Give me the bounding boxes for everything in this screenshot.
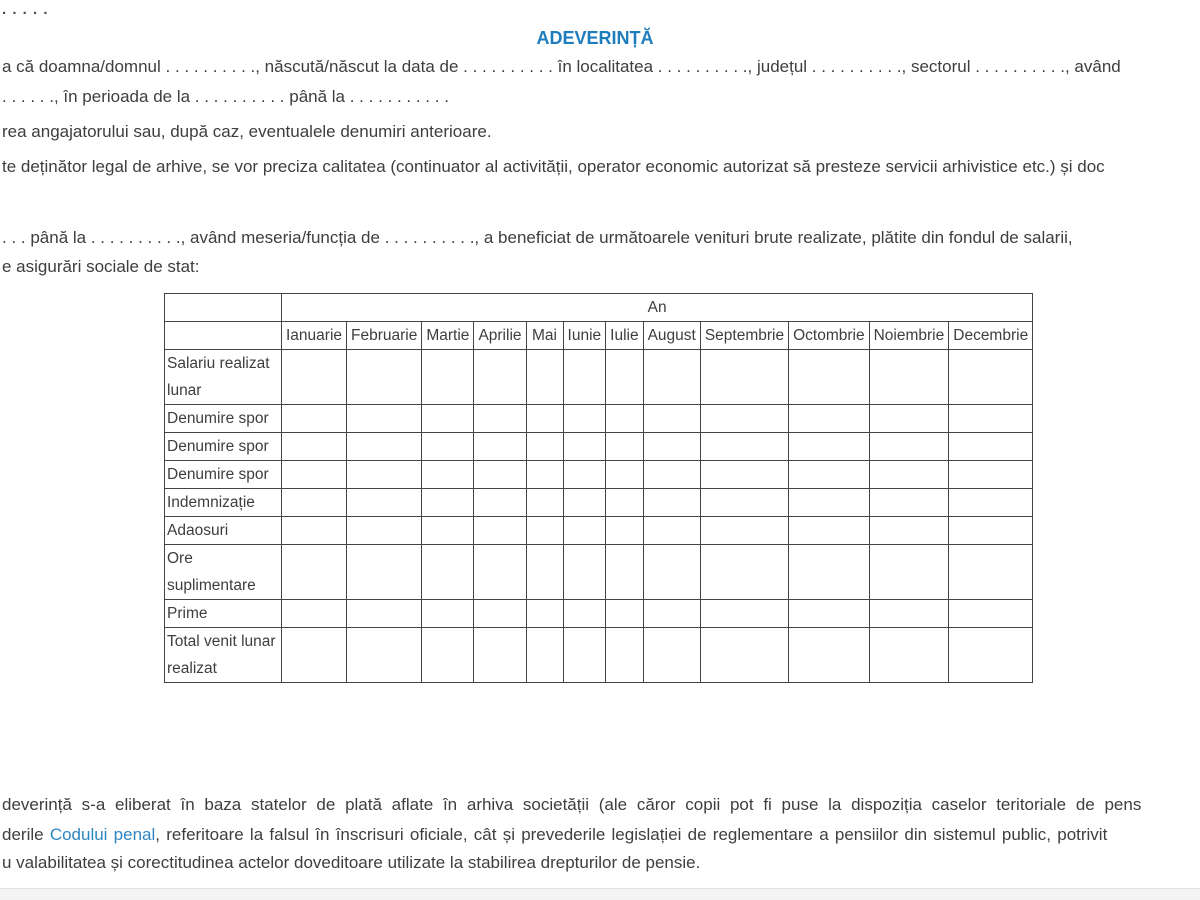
data-cell: [474, 545, 526, 600]
data-cell: [700, 461, 788, 489]
data-cell: [789, 461, 870, 489]
data-cell: [643, 628, 700, 683]
table-row: [165, 405, 1033, 433]
month-header: Aprilie: [474, 322, 526, 350]
data-cell: [347, 350, 422, 405]
data-cell: [282, 600, 347, 628]
data-cell: [526, 350, 563, 405]
data-cell: [643, 489, 700, 517]
data-cell: [347, 489, 422, 517]
month-header: Martie: [422, 322, 474, 350]
data-cell: [282, 350, 347, 405]
data-cell: [606, 433, 643, 461]
data-cell: [869, 405, 949, 433]
data-cell: [949, 350, 1033, 405]
data-cell: [700, 405, 788, 433]
data-cell: [949, 600, 1033, 628]
data-cell: [422, 433, 474, 461]
closing-line-1: deverință s-a eliberat în baza statelor de plată aflate în arhiva societății (ale căror copii pot fi puse la dispoziția caselor teritoriale de pens: [2, 795, 1142, 814]
data-cell: [422, 461, 474, 489]
data-cell: [422, 545, 474, 600]
data-cell: [563, 628, 606, 683]
data-cell: [789, 489, 870, 517]
table-row: [165, 350, 1033, 405]
table-row: [165, 545, 1033, 600]
data-cell: [606, 545, 643, 600]
table-row: [165, 489, 1033, 517]
month-header: Septembrie: [700, 322, 788, 350]
data-cell: [700, 517, 788, 545]
data-cell: [949, 405, 1033, 433]
data-cell: [789, 433, 870, 461]
data-cell: [869, 489, 949, 517]
data-cell: [422, 517, 474, 545]
data-cell: [606, 461, 643, 489]
data-cell: [347, 405, 422, 433]
closing-line-3: u valabilitatea și corectitudinea actelor doveditoare utilizate la stabilirea drepturilor de pensie.: [2, 853, 701, 872]
data-cell: [700, 489, 788, 517]
data-cell: [869, 628, 949, 683]
body-line-1: . . . până la . . . . . . . . . ., având meseria/funcția de . . . . . . . . . ., a beneficiat de următoarele venituri brute realizate, plătite din fondul de salarii,: [2, 228, 1073, 247]
data-cell: [474, 350, 526, 405]
table-row: [165, 628, 1033, 683]
month-header: Iulie: [606, 322, 643, 350]
data-cell: [789, 628, 870, 683]
closing-line-2-pre: derile: [2, 825, 50, 844]
data-cell: [789, 350, 870, 405]
data-cell: [526, 600, 563, 628]
data-cell: [700, 433, 788, 461]
month-header: Iunie: [563, 322, 606, 350]
data-cell: [422, 405, 474, 433]
data-cell: [563, 461, 606, 489]
table-corner-cell: [165, 294, 282, 322]
data-cell: [949, 545, 1033, 600]
data-cell: [563, 489, 606, 517]
data-cell: [474, 600, 526, 628]
data-cell: [869, 600, 949, 628]
data-cell: [789, 600, 870, 628]
data-cell: [700, 600, 788, 628]
data-cell: [282, 489, 347, 517]
data-cell: [606, 628, 643, 683]
data-cell: [282, 433, 347, 461]
data-cell: [526, 489, 563, 517]
data-cell: [474, 489, 526, 517]
intro-line-1: a că doamna/domnul . . . . . . . . . ., născută/născut la data de . . . . . . . . . . în localitatea . . . . . . . . . ., județul . . . . . . . . . ., sectorul . . . . . . . . . ., având: [2, 57, 1121, 76]
month-header: Mai: [526, 322, 563, 350]
data-cell: [563, 405, 606, 433]
data-cell: [347, 628, 422, 683]
data-cell: [474, 628, 526, 683]
data-cell: [563, 545, 606, 600]
data-cell: [347, 517, 422, 545]
data-cell: [474, 433, 526, 461]
data-cell: [949, 489, 1033, 517]
data-cell: [563, 600, 606, 628]
table-row: [165, 461, 1033, 489]
row-label: Denumire spor: [165, 405, 282, 433]
data-cell: [643, 517, 700, 545]
row-label: Indemnizație: [165, 489, 282, 517]
salary-table: [164, 293, 1033, 683]
month-header: Ianuarie: [282, 322, 347, 350]
table-blank-cell: [165, 322, 282, 350]
row-label: Total venit lunar realizat: [165, 628, 282, 683]
data-cell: [643, 545, 700, 600]
data-cell: [949, 517, 1033, 545]
data-cell: [422, 489, 474, 517]
table-year-row: [165, 294, 1033, 322]
intro-line-2: . . . . . ., în perioada de la . . . . . . . . . . până la . . . . . . . . . . .: [2, 87, 449, 106]
data-cell: [643, 350, 700, 405]
data-cell: [869, 545, 949, 600]
data-cell: [949, 628, 1033, 683]
top-dots: . . . . .: [2, 1, 49, 18]
data-cell: [282, 545, 347, 600]
data-cell: [347, 545, 422, 600]
row-label: Salariu realizat lunar: [165, 350, 282, 405]
data-cell: [643, 600, 700, 628]
data-cell: [606, 517, 643, 545]
data-cell: [422, 350, 474, 405]
data-cell: [606, 489, 643, 517]
data-cell: [282, 628, 347, 683]
data-cell: [526, 545, 563, 600]
table-row: [165, 433, 1033, 461]
month-header: Decembrie: [949, 322, 1033, 350]
data-cell: [474, 517, 526, 545]
data-cell: [949, 461, 1033, 489]
data-cell: [474, 405, 526, 433]
note-employer-name: rea angajatorului sau, după caz, eventualele denumiri anterioare.: [2, 122, 492, 141]
note-archive-holder: te deținător legal de arhive, se vor preciza calitatea (continuator al activității, operator economic autorizat să presteze servicii arhivistice etc.) și doc: [2, 157, 1105, 176]
data-cell: [347, 433, 422, 461]
data-cell: [526, 405, 563, 433]
data-cell: [422, 628, 474, 683]
data-cell: [526, 517, 563, 545]
month-header: Octombrie: [789, 322, 870, 350]
month-header: August: [643, 322, 700, 350]
row-label: Prime: [165, 600, 282, 628]
data-cell: [949, 433, 1033, 461]
data-cell: [869, 517, 949, 545]
page-title: ADEVERINȚĂ: [536, 28, 654, 48]
data-cell: [869, 433, 949, 461]
data-cell: [347, 600, 422, 628]
data-cell: [789, 545, 870, 600]
data-cell: [643, 405, 700, 433]
data-cell: [526, 433, 563, 461]
data-cell: [563, 517, 606, 545]
data-cell: [606, 600, 643, 628]
data-cell: [789, 405, 870, 433]
data-cell: [606, 350, 643, 405]
data-cell: [700, 545, 788, 600]
closing-line-2-post: , referitoare la falsul în înscrisuri oficiale, cât și prevederile legislației de reglementare a pensiilor din sistemul public, potrivit: [155, 825, 1108, 844]
row-label: Adaosuri: [165, 517, 282, 545]
data-cell: [347, 461, 422, 489]
data-cell: [606, 405, 643, 433]
month-header: Noiembrie: [869, 322, 949, 350]
data-cell: [282, 405, 347, 433]
table-row: [165, 517, 1033, 545]
table-month-header-row: [165, 322, 1033, 350]
data-cell: [643, 433, 700, 461]
data-cell: [282, 517, 347, 545]
table-row: [165, 600, 1033, 628]
data-cell: [643, 461, 700, 489]
data-cell: [422, 600, 474, 628]
row-label: Denumire spor: [165, 433, 282, 461]
data-cell: [700, 628, 788, 683]
bottom-scrollbar-track[interactable]: [0, 888, 1200, 900]
month-header: Februarie: [347, 322, 422, 350]
data-cell: [526, 628, 563, 683]
data-cell: [282, 461, 347, 489]
row-label: Ore suplimentare: [165, 545, 282, 600]
data-cell: [526, 461, 563, 489]
data-cell: [563, 433, 606, 461]
data-cell: [869, 461, 949, 489]
body-line-2: e asigurări sociale de stat:: [2, 257, 200, 276]
data-cell: [563, 350, 606, 405]
data-cell: [474, 461, 526, 489]
row-label: Denumire spor: [165, 461, 282, 489]
closing-line-2: [2, 825, 1107, 845]
data-cell: [869, 350, 949, 405]
data-cell: [700, 350, 788, 405]
table-year-header: An: [282, 294, 1033, 322]
data-cell: [789, 517, 870, 545]
codul-penal-link[interactable]: Codului penal: [49, 825, 156, 844]
